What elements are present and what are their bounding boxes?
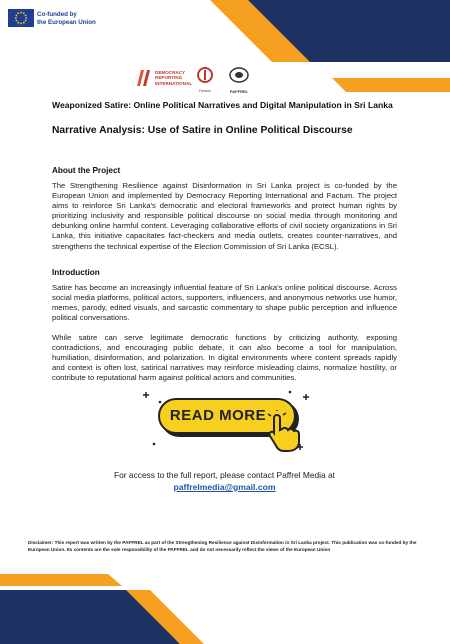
about-paragraph: The Strengthening Resilience against Disinformation in Sri Lanka project is co-funded by the European Union and implemented by Democracy Reporting International and Factum. The project aims to reinforce Sri Lanka's democratic and electoral frameworks and protect human rights by prioritizing inclusivity and responsible political discourse on social media through monitoring and debunking online harmful content. Leveraging collaborative efforts of civil society organizations in Sri Lanka, this initiative capacitates fact-checkers and media outlets, creates counter-narratives, and strengthens the technical expertise of the Election Commission of Sri Lanka (ECSL).: [52, 181, 397, 251]
about-heading: About the Project: [52, 166, 121, 175]
paffrel-logo: [228, 66, 250, 92]
dri-line2: REPORTING: [155, 75, 183, 81]
document-title: Narrative Analysis: Use of Satire in Online Political Discourse: [52, 125, 353, 136]
intro-paragraph-1: Satire has become an increasingly influential feature of Sri Lanka's online political discourse. Across social media platforms, political actors, supporters, influencers, and anonymous networks use humor, memes, parody, edited visuals, and sarcastic commentary to shape public perception and influence political conversations.: [52, 283, 397, 323]
eu-text-line2: the European Union: [37, 18, 96, 26]
eu-text-line1: Co-funded by: [37, 11, 77, 18]
access-text: For access to the full report, please contact Paffrel Media at: [114, 470, 335, 480]
email-link[interactable]: paffrelmedia@gmail.com: [173, 482, 276, 492]
disclaimer-text: Disclaimer: This report was written by the PAFFREL as part of the Strengthening Resilience against Disinformation in Sri Lanka project. This publication was co-funded by the European Union. Its contents are the sole responsibility of the PAFFREL and do not necessarily reflect the views of the European Union: [28, 540, 417, 552]
dri-line1: DEMOCRACY: [155, 70, 186, 75]
paffrel-label: PAFFREL: [229, 89, 249, 94]
factum-logo: [196, 66, 214, 93]
eu-cofunded-text: [37, 11, 96, 26]
pointing-hand-icon: [268, 410, 312, 452]
document-subtitle: Weaponized Satire: Online Political Narratives and Digital Manipulation in Sri Lanka: [52, 100, 393, 110]
read-more-label[interactable]: READ MORE: [169, 407, 267, 424]
intro-heading: Introduction: [52, 268, 100, 277]
dri-logo-icon: [137, 70, 151, 86]
bottom-left-stripes: [0, 560, 450, 644]
intro-paragraph-2: While satire can serve legitimate democratic functions by criticizing authority, exposing contradictions, and encouraging public debate, it can also become a tool for manipulation, humiliation, disinformation, and polarization. In digital environments where content spreads rapidly and context is often lost, satirical narratives may reinforce misleading claims, normalize hostility, or contribute to reputational harm against political actors and communities.: [52, 333, 397, 383]
factum-label: Factum: [199, 89, 211, 93]
eu-flag-icon: [8, 9, 34, 27]
dri-line3: INTERNATIONAL: [155, 80, 193, 86]
dri-logo-text: [155, 70, 192, 86]
